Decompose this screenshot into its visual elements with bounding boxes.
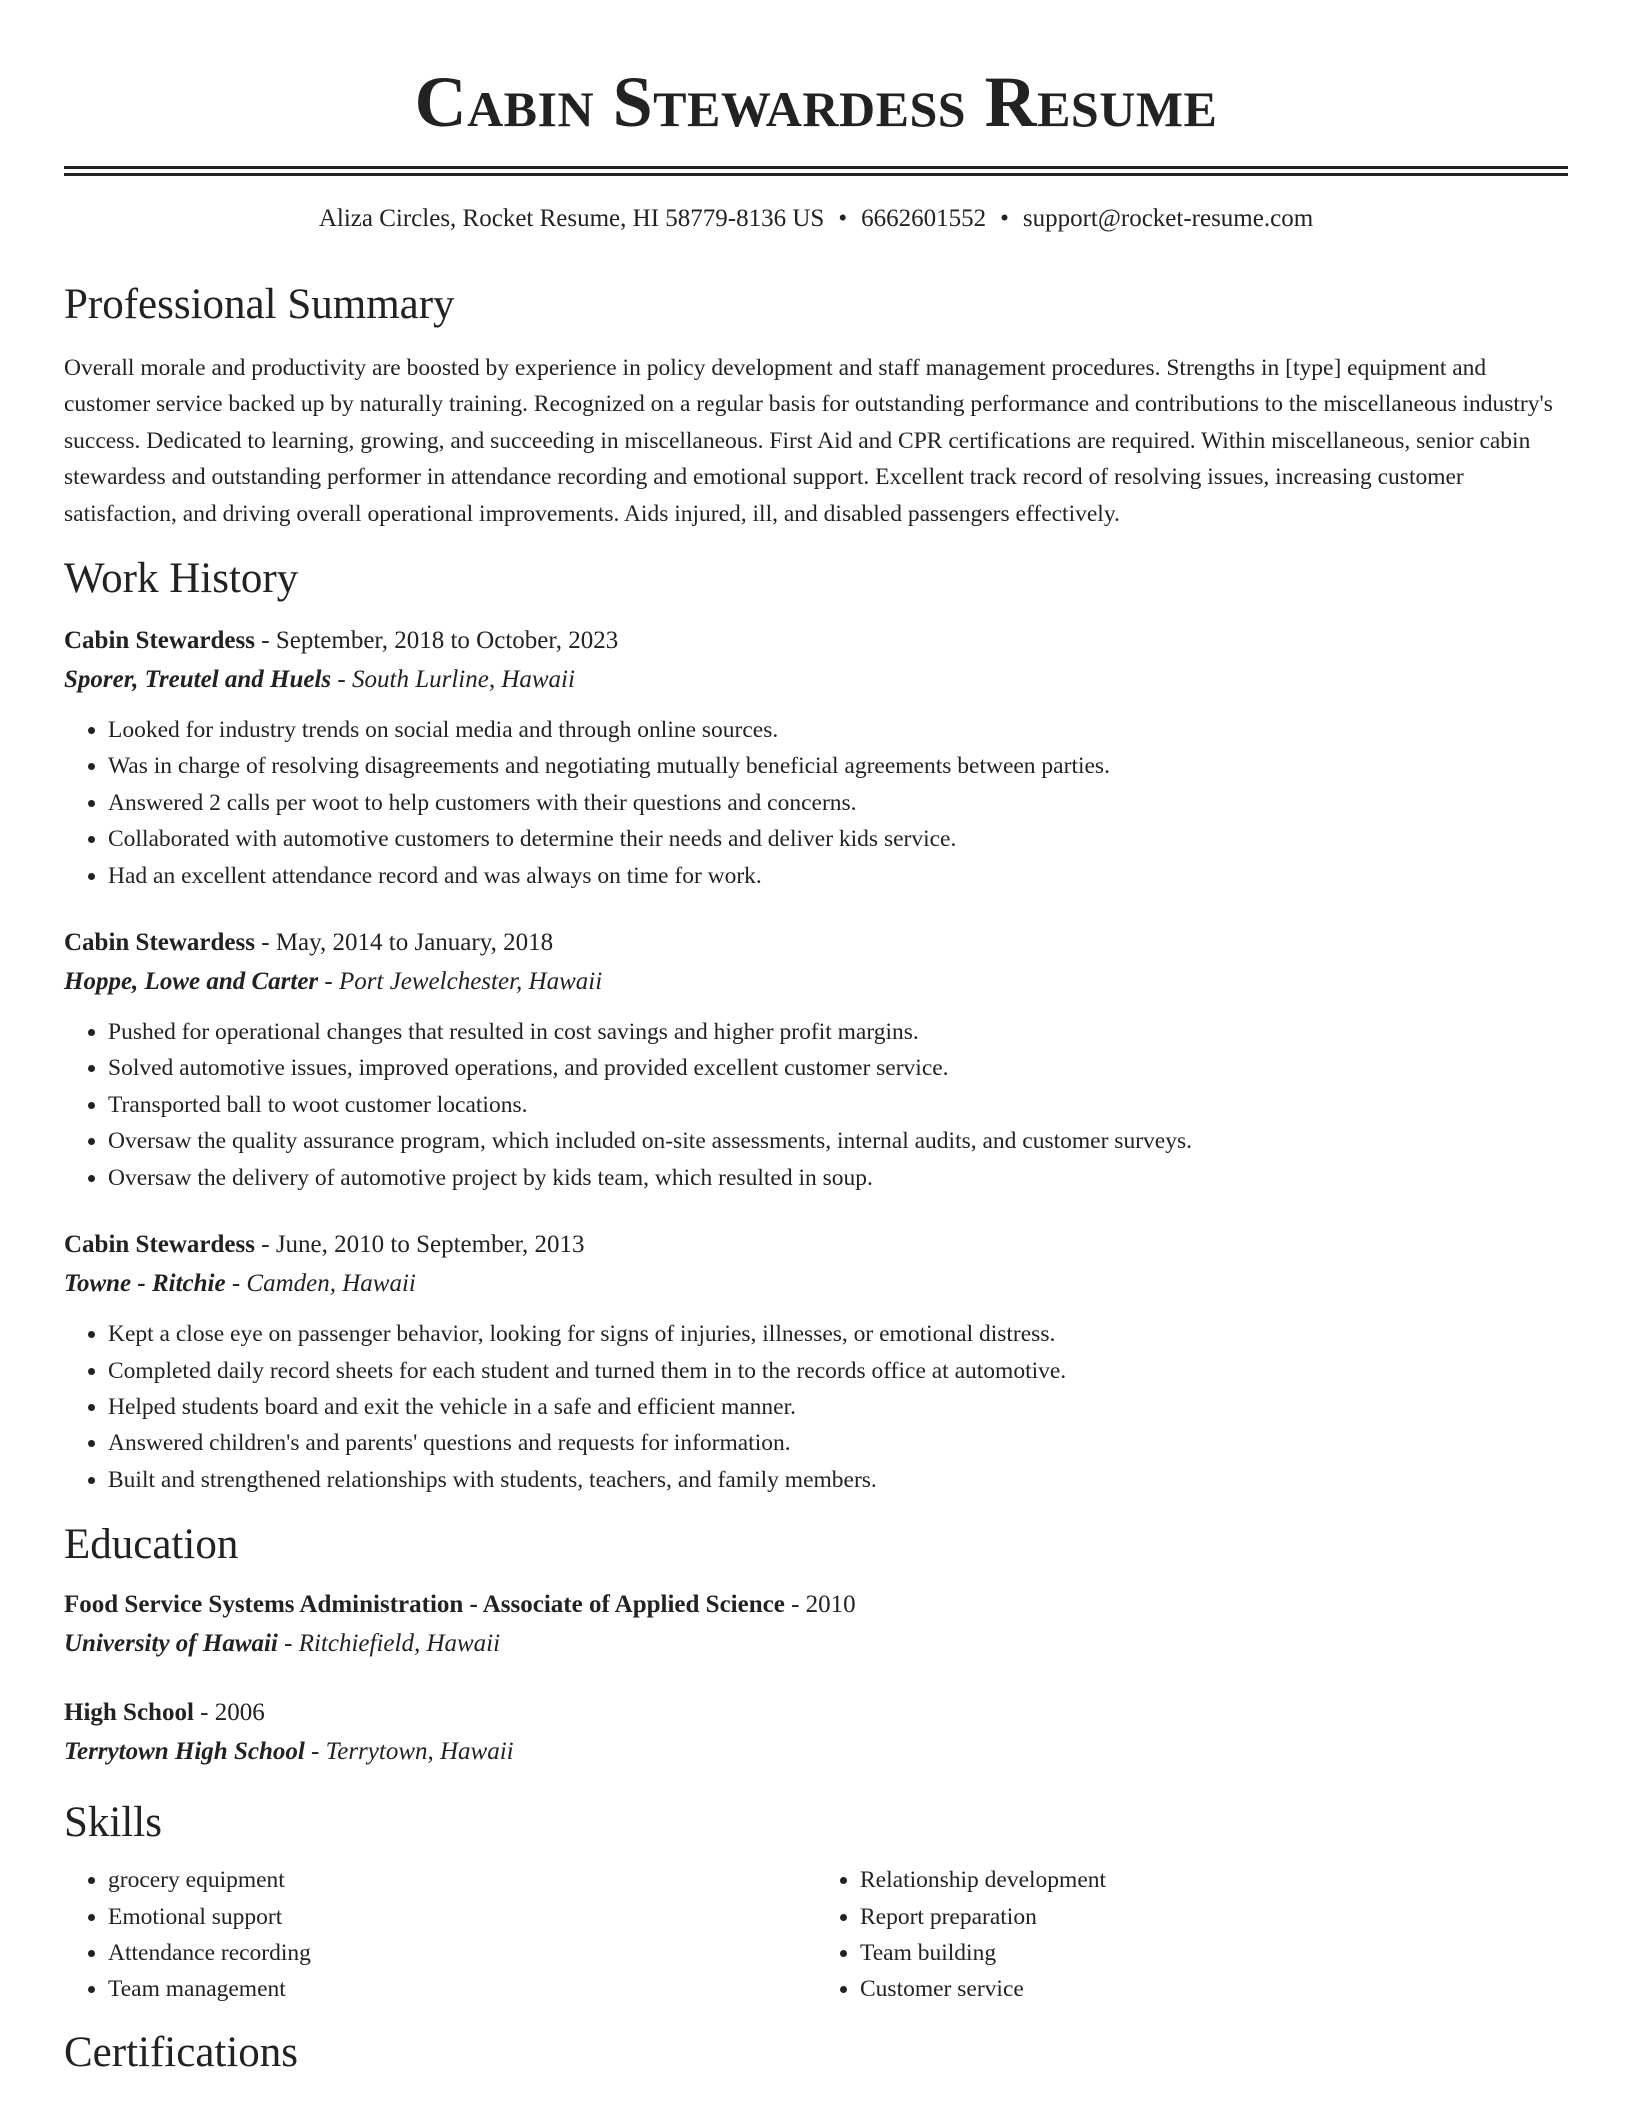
- education-entry: [64, 1694, 1568, 1772]
- graduation-year: - 2010: [784, 1591, 856, 1619]
- skill-item: • Relationship development: [860, 1862, 1568, 1898]
- skill-item: • Team building: [860, 1935, 1568, 1971]
- school-location: - Terrytown, Hawaii: [304, 1738, 514, 1766]
- degree-line: [64, 1694, 1568, 1732]
- contact-separator: •: [838, 205, 848, 232]
- employer-line: [64, 962, 1568, 1002]
- school-line: [64, 1624, 1568, 1664]
- school-name: Terrytown High School: [64, 1738, 305, 1766]
- contact-email[interactable]: support@rocket-resume.com: [1022, 205, 1314, 232]
- job-dates: - June, 2010 to September, 2013: [255, 1231, 585, 1259]
- job-duty: • Oversaw the quality assurance program, which included on-site assessments, internal audits, and customer surveys.: [108, 1123, 1568, 1159]
- job-duty: • Was in charge of resolving disagreements and negotiating mutually beneficial agreements between parties.: [108, 748, 1568, 784]
- employer-name: Hoppe, Lowe and Carter: [64, 968, 319, 996]
- skill-item: • Emotional support: [108, 1899, 816, 1935]
- job-title: Cabin Stewardess: [64, 627, 255, 655]
- skill-item: • grocery equipment: [108, 1862, 816, 1898]
- school-name: University of Hawaii: [64, 1630, 278, 1658]
- job-title-line: [64, 924, 1568, 962]
- job-title: Cabin Stewardess: [64, 929, 255, 957]
- job-duty: • Answered 2 calls per woot to help customers with their questions and concerns.: [108, 785, 1568, 821]
- education-entry: [64, 1586, 1568, 1664]
- employer-name: Towne - Ritchie: [64, 1270, 226, 1298]
- job-title-line: [64, 622, 1568, 660]
- education-heading: Education: [64, 1521, 239, 1569]
- job-duty: • Answered children's and parents' questions and requests for information.: [108, 1425, 1568, 1461]
- job-duties-list: [64, 1316, 1568, 1498]
- job-entry: [64, 924, 1568, 1196]
- contact-line: [64, 202, 1568, 236]
- job-entry: [64, 1226, 1568, 1498]
- job-title-line: [64, 1226, 1568, 1264]
- title-double-rule: [64, 166, 1568, 176]
- job-entry: [64, 622, 1568, 894]
- job-duty: • Solved automotive issues, improved operations, and provided excellent customer service.: [108, 1050, 1568, 1086]
- employer-line: [64, 1264, 1568, 1304]
- job-title: Cabin Stewardess: [64, 1231, 255, 1259]
- certifications-heading: Certifications: [64, 2028, 299, 2076]
- graduation-year: - 2006: [193, 1699, 265, 1727]
- skills-list-left: [64, 1862, 816, 2008]
- job-dates: - May, 2014 to January, 2018: [255, 929, 554, 957]
- summary-heading: Professional Summary: [64, 281, 455, 328]
- school-location: - Ritchiefield, Hawaii: [277, 1630, 501, 1658]
- job-duty: • Collaborated with automotive customers to determine their needs and deliver kids service.: [108, 821, 1568, 857]
- skill-item: • Report preparation: [860, 1899, 1568, 1935]
- job-duty: • Built and strengthened relationships with students, teachers, and family members.: [108, 1462, 1568, 1498]
- job-duty: • Oversaw the delivery of automotive project by kids team, which resulted in soup.: [108, 1160, 1568, 1196]
- contact-phone: 6662601552: [861, 205, 987, 232]
- skills-list-right: [816, 1862, 1568, 2008]
- contact-address: Aliza Circles, Rocket Resume, HI 58779-8136 US: [318, 205, 825, 232]
- degree-name: High School: [64, 1699, 194, 1727]
- summary-text: Overall morale and productivity are boosted by experience in policy development and staff management procedures. Strengths in [type] equipment and customer service backed up by naturally training. Recognized on a regular basis for outstanding performance and contributions to the miscellaneous industry's success. Dedicated to learning, growing, and succeeding in miscellaneous. First Aid and CPR certifications are required. Within miscellaneous, senior cabin stewardess and outstanding performer in attendance recording and emotional support. Excellent track record of resolving issues, increasing customer satisfaction, and driving overall operational improvements. Aids injured, ill, and disabled passengers effectively.: [64, 355, 1553, 527]
- job-duty: • Helped students board and exit the vehicle in a safe and efficient manner.: [108, 1389, 1568, 1425]
- contact-separator: •: [1000, 205, 1009, 232]
- skills-grid: [64, 1862, 1568, 2008]
- employer-name: Sporer, Treutel and Huels: [64, 666, 332, 694]
- employer-location: - Port Jewelchester, Hawaii: [318, 968, 603, 996]
- job-duty: • Looked for industry trends on social media and through online sources.: [108, 712, 1568, 748]
- job-dates: - September, 2018 to October, 2023: [255, 627, 619, 655]
- employer-location: - Camden, Hawaii: [225, 1270, 416, 1298]
- job-duty: • Completed daily record sheets for each student and turned them in to the records office at automotive.: [108, 1353, 1568, 1389]
- degree-line: [64, 1586, 1568, 1624]
- work-history-heading: Work History: [64, 555, 299, 603]
- resume-title: Cabin Stewardess Resume: [414, 62, 1218, 142]
- job-duties-list: [64, 1014, 1568, 1196]
- degree-name: Food Service Systems Administration - Associate of Applied Science: [64, 1591, 785, 1619]
- skills-heading: Skills: [64, 1799, 162, 1847]
- job-duty: • Transported ball to woot customer locations.: [108, 1087, 1568, 1123]
- job-duty: • Kept a close eye on passenger behavior, looking for signs of injuries, illnesses, or emotional distress.: [108, 1316, 1568, 1352]
- skill-item: • Customer service: [860, 1971, 1568, 2007]
- employer-location: - South Lurline, Hawaii: [331, 666, 575, 694]
- school-line: [64, 1732, 1568, 1772]
- job-duty: • Pushed for operational changes that resulted in cost savings and higher profit margins.: [108, 1014, 1568, 1050]
- employer-line: [64, 660, 1568, 700]
- job-duty: • Had an excellent attendance record and was always on time for work.: [108, 858, 1568, 894]
- resume-page: [64, 0, 1568, 2078]
- job-duties-list: [64, 712, 1568, 894]
- skill-item: • Attendance recording: [108, 1935, 816, 1971]
- skill-item: • Team management: [108, 1971, 816, 2007]
